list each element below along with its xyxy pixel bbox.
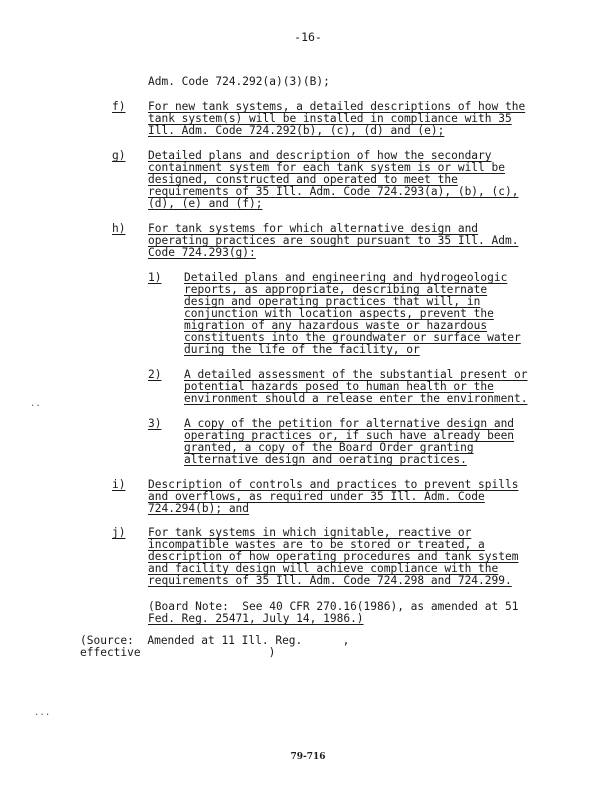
board-note-line: Fed. Reg. 25471, July 14, 1986.): [148, 612, 364, 625]
text-line: For new tank systems, a detailed descriptions of how the: [148, 100, 526, 113]
footer-code: 79-716: [290, 752, 326, 762]
text-line: For tank systems for which alternative design and: [148, 222, 479, 235]
text-line: requirements of 35 Ill. Adm. Code 724.293(a), (b), (c),: [148, 185, 519, 198]
item-label-i: i): [112, 478, 126, 491]
subitem-label-3: 3): [148, 417, 162, 430]
text-line: conjunction with location aspects, prevent the: [184, 307, 494, 320]
text-line: operating practices or, if such have already been: [184, 429, 515, 442]
text-line: description of how operating procedures and tank system: [148, 550, 519, 563]
item-label-g: g): [112, 149, 126, 162]
text-line: A detailed assessment of the substantial present or: [184, 368, 528, 381]
text-line: Code 724.293(g):: [148, 246, 256, 259]
text-line: operating practices are sought pursuant to 35 Ill. Adm.: [148, 234, 519, 247]
text-line: A copy of the petition for alternative design and: [184, 417, 515, 430]
source-line: effective ): [80, 646, 276, 659]
text-line: granted, a copy of the Board Order granting: [184, 441, 474, 454]
text-line: (d), (e) and (f);: [148, 197, 263, 210]
page-number: -16-: [294, 30, 322, 44]
text-line: constituents into the groundwater or surface water: [184, 331, 521, 344]
source-line: (Source: Amended at 11 Ill. Reg. ,: [80, 634, 350, 647]
text-line: Detailed plans and engineering and hydrogeologic: [184, 271, 508, 284]
text-line: containment system for each tank system is or will be: [148, 161, 505, 174]
text-line: incompatible wastes are to be stored or treated, a: [148, 538, 485, 551]
item-label-j: j): [112, 526, 126, 539]
margin-mark: ...: [34, 708, 51, 718]
text-line: designed, constructed and operated to meet the: [148, 173, 458, 186]
text-line: For tank systems in which ignitable, reactive or: [148, 526, 472, 539]
text-line: requirements of 35 Ill. Adm. Code 724.298 and 724.299.: [148, 574, 512, 587]
text-line: Ill. Adm. Code 724.292(b), (c), (d) and (e);: [148, 124, 445, 137]
text-line: design and operating practices that will, in: [184, 295, 481, 308]
text-line: reports, as appropriate, describing alternate: [184, 283, 488, 296]
text-line: tank system(s) will be installed in compliance with 35: [148, 112, 512, 125]
margin-mark: ..: [30, 399, 41, 409]
item-label-h: h): [112, 222, 126, 235]
text-line: and facility design will achieve compliance with the: [148, 562, 499, 575]
subitem-label-1: 1): [148, 271, 162, 284]
text-line: Adm. Code 724.292(a)(3)(B);: [148, 75, 330, 88]
text-line: alternative design and oerating practices.: [184, 453, 467, 466]
text-line: 724.294(b); and: [148, 502, 250, 515]
text-line: Description of controls and practices to prevent spills: [148, 478, 519, 491]
item-label-f: f): [112, 100, 126, 113]
text-line: and overflows, as required under 35 Ill. Adm. Code: [148, 490, 485, 503]
text-line: migration of any hazardous waste or hazardous: [184, 319, 488, 332]
board-note-line: (Board Note: See 40 CFR 270.16(1986), as amended at 51: [148, 600, 519, 613]
text-line: environment should a release enter the environment.: [184, 392, 528, 405]
text-line: during the life of the facility, or: [184, 343, 420, 356]
subitem-label-2: 2): [148, 368, 162, 381]
text-line: Detailed plans and description of how the secondary: [148, 149, 492, 162]
text-line: potential hazards posed to human health or the: [184, 380, 494, 393]
